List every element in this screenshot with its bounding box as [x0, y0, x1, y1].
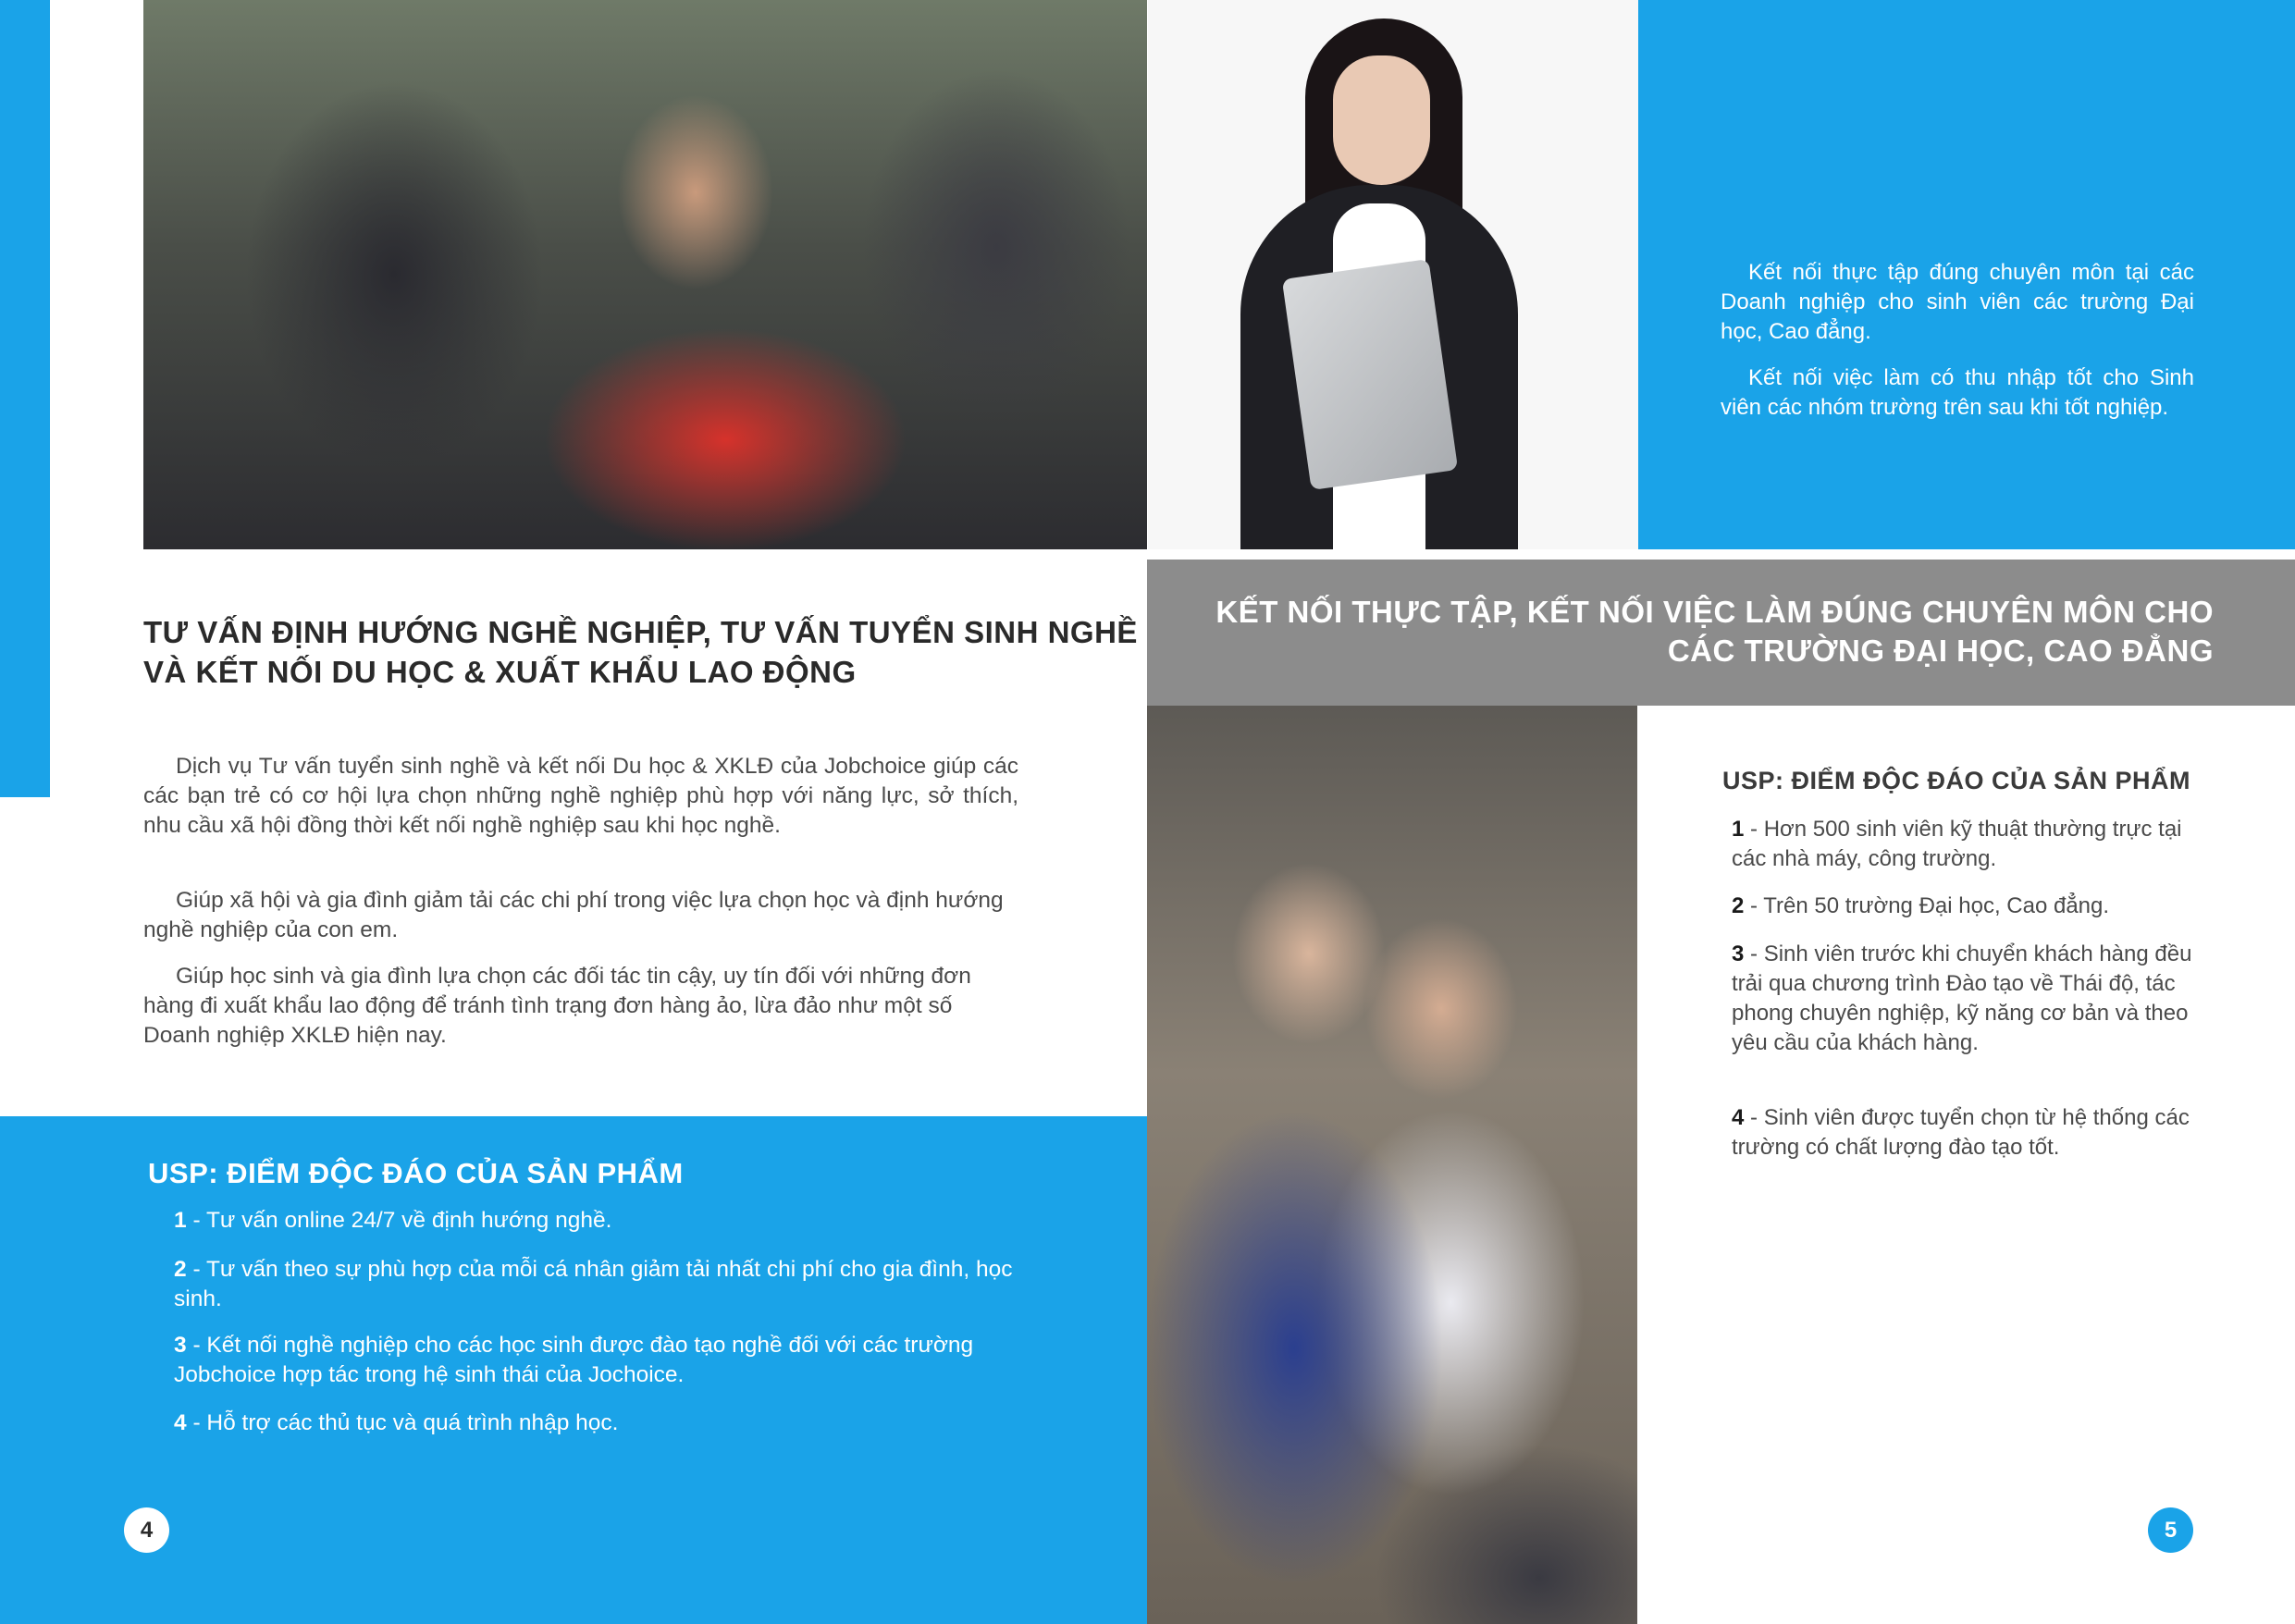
usp-title-right: USP: ĐIỂM ĐỘC ĐÁO CỦA SẢN PHẨM [1722, 767, 2191, 794]
photo-students-group [143, 0, 1147, 549]
usp-right-item-3-number: 3 [1732, 941, 1745, 966]
photo-woman-face [1333, 55, 1430, 185]
usp-title-left: USP: ĐIỂM ĐỘC ĐÁO CỦA SẢN PHẨM [148, 1157, 684, 1189]
usp-left-item-4-number: 4 [174, 1410, 187, 1435]
photo-woman-laptop [1282, 259, 1458, 490]
usp-left-item-3-number: 3 [174, 1333, 187, 1358]
usp-left-item-2-number: 2 [174, 1257, 187, 1282]
top-right-paragraph-1: Kết nối thực tập đúng chuyên môn tại các Doanh nghiệp cho sinh viên các trường Đại học, Cao đẳng. [1721, 260, 2194, 344]
left-heading-line-1: TƯ VẤN ĐỊNH HƯỚNG NGHỀ NGHIỆP, TƯ VẤN TUYỂN SINH NGHỀ [143, 615, 1138, 649]
photo-businesswoman [1148, 0, 1638, 549]
usp-right-item-4-text: - Sinh viên được tuyển chọn từ hệ thống các trường có chất lượng đào tạo tốt. [1732, 1105, 2190, 1160]
usp-left-item-3-text: - Kết nối nghề nghiệp cho các học sinh được đào tạo nghề đối với các trường Jobchoice hợp tác trong hệ sinh thái của Jochoice. [174, 1333, 974, 1387]
usp-left-item-1 [174, 1206, 1034, 1236]
photo-female-students [1147, 706, 1637, 1624]
usp-right-item-2-text: - Trên 50 trường Đại học, Cao đẳng. [1744, 893, 2110, 918]
usp-left-item-4-text: - Hỗ trợ các thủ tục và quá trình nhập học. [186, 1410, 619, 1435]
usp-right-item-2 [1732, 892, 2194, 921]
usp-right-item-1 [1732, 815, 2194, 874]
page-number-left: 4 [124, 1507, 169, 1553]
right-heading-band [1147, 560, 2295, 706]
usp-right-item-2-number: 2 [1732, 893, 1745, 918]
usp-right-item-1-text: - Hơn 500 sinh viên kỹ thuật thường trực tại các nhà máy, công trường. [1732, 817, 2182, 871]
left-paragraph-2: Giúp xã hội và gia đình giảm tải các chi phí trong việc lựa chọn học và định hướng nghề nghiệp của con em. [143, 888, 1004, 942]
right-heading-line-1: KẾT NỐI THỰC TẬP, KẾT NỐI VIỆC LÀM ĐÚNG CHUYÊN MÔN CHO [1215, 595, 2214, 629]
usp-right-item-3-text: - Sinh viên trước khi chuyển khách hàng đều trải qua chương trình Đào tạo về Thái độ, tác phong chuyên nghiệp, kỹ năng cơ bản và theo yêu cầu của khách hàng. [1732, 941, 2192, 1055]
right-heading-line-2: CÁC TRƯỜNG ĐẠI HỌC, CAO ĐẲNG [1667, 634, 2214, 668]
left-heading-line-2: VÀ KẾT NỐI DU HỌC & XUẤT KHẨU LAO ĐỘNG [143, 655, 857, 689]
left-paragraph-3: Giúp học sinh và gia đình lựa chọn các đối tác tin cậy, uy tín đối với những đơn hàng đi xuất khẩu lao động để tránh tình trạng đơn hàng ảo, lừa đảo như một số Doanh nghiệp XKLĐ hiện nay. [143, 964, 971, 1048]
usp-left-item-1-number: 1 [174, 1208, 187, 1233]
usp-left-item-3 [174, 1331, 1034, 1390]
usp-right-item-4 [1732, 1103, 2194, 1163]
usp-left-item-2 [174, 1255, 1034, 1314]
usp-right-item-3 [1732, 940, 2194, 1058]
left-paragraph-1: Dịch vụ Tư vấn tuyển sinh nghề và kết nối Du học & XKLĐ của Jobchoice giúp các các bạn trẻ có cơ hội lựa chọn những nghề nghiệp phù hợp với năng lực, sở thích, nhu cầu xã hội đồng thời kết nối nghề nghiệp sau khi học nghề. [143, 754, 1018, 838]
left-edge-accent-strip [0, 0, 50, 797]
usp-left-item-4 [174, 1409, 1034, 1438]
usp-left-item-2-text: - Tư vấn theo sự phù hợp của mỗi cá nhân giảm tải nhất chi phí cho gia đình, học sinh. [174, 1257, 1013, 1311]
usp-left-item-1-text: - Tư vấn online 24/7 về định hướng nghề. [186, 1208, 612, 1233]
usp-right-item-4-number: 4 [1732, 1105, 1745, 1130]
page-number-right: 5 [2148, 1507, 2193, 1553]
usp-right-item-1-number: 1 [1732, 817, 1745, 842]
top-right-paragraph-2: Kết nối việc làm có thu nhập tốt cho Sinh viên các nhóm trường trên sau khi tốt nghiệp. [1721, 365, 2194, 420]
